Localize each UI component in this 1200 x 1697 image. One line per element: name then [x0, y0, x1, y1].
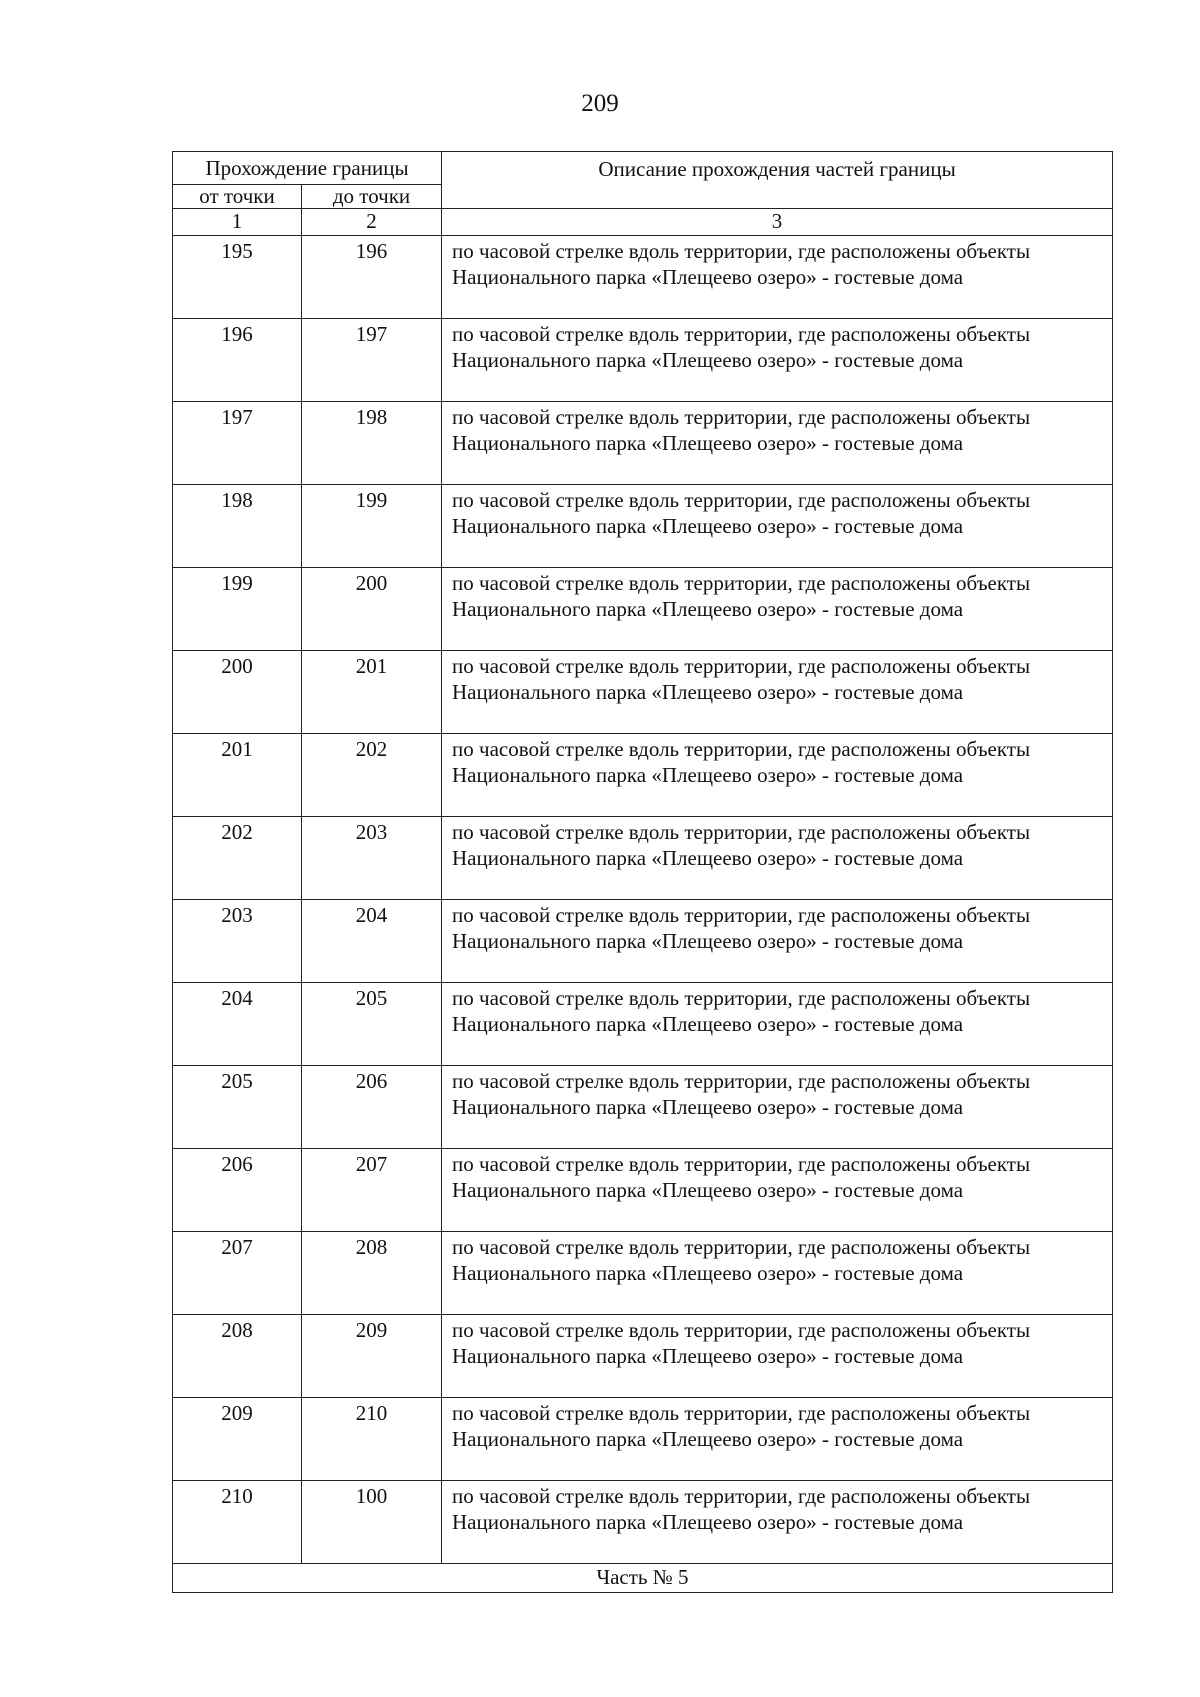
footer-row [173, 1564, 1113, 1593]
from-point-cell: 205 [173, 1066, 302, 1149]
to-point-cell: 198 [302, 402, 442, 485]
description-cell: по часовой стрелке вдоль территории, где расположены объекты Национального парка «Плещеево озеро» - гостевые дома [442, 319, 1113, 402]
to-point-cell: 196 [302, 236, 442, 319]
to-point-cell: 197 [302, 319, 442, 402]
to-point-cell: 200 [302, 568, 442, 651]
page-number: 209 [581, 90, 619, 117]
table-row [173, 817, 1113, 900]
to-point-cell: 210 [302, 1398, 442, 1481]
table-row [173, 568, 1113, 651]
table-row [173, 983, 1113, 1066]
from-point-cell: 209 [173, 1398, 302, 1481]
description-cell: по часовой стрелке вдоль территории, где расположены объекты Национального парка «Плещеево озеро» - гостевые дома [442, 236, 1113, 319]
from-point-cell: 202 [173, 817, 302, 900]
description-cell: по часовой стрелке вдоль территории, где расположены объекты Национального парка «Плещеево озеро» - гостевые дома [442, 402, 1113, 485]
description-cell: по часовой стрелке вдоль территории, где расположены объекты Национального парка «Плещеево озеро» - гостевые дома [442, 1149, 1113, 1232]
header-boundary-passage: Прохождение границы [173, 152, 442, 185]
header-from-point: от точки [173, 185, 302, 209]
table-row [173, 1315, 1113, 1398]
from-point-cell: 201 [173, 734, 302, 817]
table-body [173, 152, 1113, 1564]
header-description: Описание прохождения частей границы [442, 152, 1113, 209]
from-point-cell: 207 [173, 1232, 302, 1315]
from-point-cell: 196 [173, 319, 302, 402]
description-cell: по часовой стрелке вдоль территории, где расположены объекты Национального парка «Плещеево озеро» - гостевые дома [442, 734, 1113, 817]
table-row [173, 402, 1113, 485]
table-row [173, 734, 1113, 817]
table-row [173, 1398, 1113, 1481]
table-row [173, 1149, 1113, 1232]
to-point-cell: 203 [302, 817, 442, 900]
from-point-cell: 206 [173, 1149, 302, 1232]
header-row-group [173, 152, 1113, 185]
description-cell: по часовой стрелке вдоль территории, где расположены объекты Национального парка «Плещеево озеро» - гостевые дома [442, 1315, 1113, 1398]
header-col-number-3: 3 [442, 209, 1113, 236]
header-to-point: до точки [302, 185, 442, 209]
table-row [173, 900, 1113, 983]
description-cell: по часовой стрелке вдоль территории, где расположены объекты Национального парка «Плещеево озеро» - гостевые дома [442, 983, 1113, 1066]
from-point-cell: 200 [173, 651, 302, 734]
table-row [173, 236, 1113, 319]
description-cell: по часовой стрелке вдоль территории, где расположены объекты Национального парка «Плещеево озеро» - гостевые дома [442, 1481, 1113, 1564]
to-point-cell: 208 [302, 1232, 442, 1315]
header-col-number-1: 1 [173, 209, 302, 236]
from-point-cell: 210 [173, 1481, 302, 1564]
part-label: Часть № 5 [173, 1564, 1113, 1593]
header-row-numbers [173, 209, 1113, 236]
to-point-cell: 204 [302, 900, 442, 983]
from-point-cell: 208 [173, 1315, 302, 1398]
from-point-cell: 203 [173, 900, 302, 983]
to-point-cell: 100 [302, 1481, 442, 1564]
from-point-cell: 199 [173, 568, 302, 651]
header-col-number-2: 2 [302, 209, 442, 236]
description-cell: по часовой стрелке вдоль территории, где расположены объекты Национального парка «Плещеево озеро» - гостевые дома [442, 568, 1113, 651]
table-row [173, 485, 1113, 568]
description-cell: по часовой стрелке вдоль территории, где расположены объекты Национального парка «Плещеево озеро» - гостевые дома [442, 1232, 1113, 1315]
to-point-cell: 205 [302, 983, 442, 1066]
table-row [173, 1066, 1113, 1149]
to-point-cell: 206 [302, 1066, 442, 1149]
boundary-table [172, 151, 1113, 1593]
from-point-cell: 195 [173, 236, 302, 319]
table-row [173, 319, 1113, 402]
to-point-cell: 207 [302, 1149, 442, 1232]
description-cell: по часовой стрелке вдоль территории, где расположены объекты Национального парка «Плещеево озеро» - гостевые дома [442, 900, 1113, 983]
description-cell: по часовой стрелке вдоль территории, где расположены объекты Национального парка «Плещеево озеро» - гостевые дома [442, 817, 1113, 900]
description-cell: по часовой стрелке вдоль территории, где расположены объекты Национального парка «Плещеево озеро» - гостевые дома [442, 485, 1113, 568]
to-point-cell: 199 [302, 485, 442, 568]
from-point-cell: 198 [173, 485, 302, 568]
description-cell: по часовой стрелке вдоль территории, где расположены объекты Национального парка «Плещеево озеро» - гостевые дома [442, 1066, 1113, 1149]
description-cell: по часовой стрелке вдоль территории, где расположены объекты Национального парка «Плещеево озеро» - гостевые дома [442, 1398, 1113, 1481]
from-point-cell: 204 [173, 983, 302, 1066]
from-point-cell: 197 [173, 402, 302, 485]
table-row [173, 1481, 1113, 1564]
description-cell: по часовой стрелке вдоль территории, где расположены объекты Национального парка «Плещеево озеро» - гостевые дома [442, 651, 1113, 734]
to-point-cell: 202 [302, 734, 442, 817]
table-row [173, 1232, 1113, 1315]
table-row [173, 651, 1113, 734]
to-point-cell: 201 [302, 651, 442, 734]
to-point-cell: 209 [302, 1315, 442, 1398]
